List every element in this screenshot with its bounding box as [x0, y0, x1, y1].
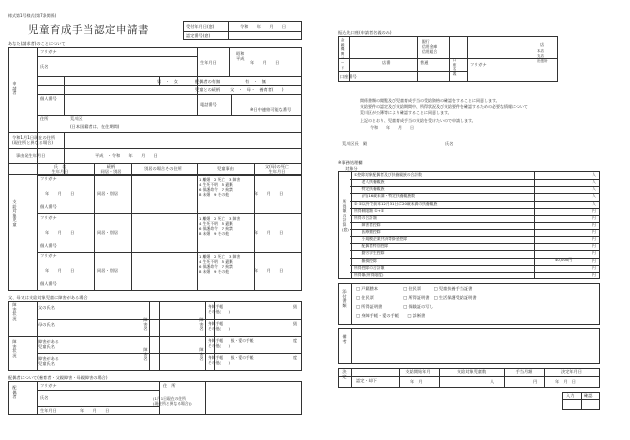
gender-value[interactable]: 男 ・ 女: [157, 79, 178, 84]
income-row-unit: 円: [592, 221, 596, 227]
income-row-label: 所得の合計額: [354, 214, 377, 220]
income-row-label: 特定扶養親族: [354, 186, 385, 192]
address-paren: (日本国籍者は、在住期間): [70, 124, 120, 129]
amount-value[interactable]: 円: [533, 379, 538, 384]
child-furigana: フリガナ: [40, 176, 57, 181]
remarks-label: 備考: [342, 334, 347, 344]
furigana-label: フリガナ: [40, 49, 57, 54]
child-reasons[interactable]: 1 離婚 2 死亡 3 障害 4 生死不明 5 遺棄 6 保護命令 7 拘禁 8 未婚 9 その他: [199, 254, 241, 274]
income-row-unit: 人: [592, 186, 596, 192]
approve-reject[interactable]: 認定・却下: [356, 378, 377, 383]
start-month-value[interactable]: 年 月: [410, 379, 423, 384]
spouse-birth-label: 生年月日: [40, 408, 57, 413]
income-row-divider: [350, 179, 600, 180]
disabled-label: 障害がある 児童氏名: [38, 356, 59, 366]
income-row-label: 小規模企業共済等掛金控除: [354, 236, 408, 242]
bank-title: 振込先口座(申請者名義のみ): [338, 30, 392, 35]
children-header-parent: 父(母)の死亡 生年月日: [264, 164, 290, 174]
address-label: 住所: [40, 116, 49, 121]
income-row-label: 所得控除の合計額: [354, 264, 385, 270]
income-row-divider: [350, 215, 600, 216]
decision-date-value[interactable]: 年 月 日: [555, 379, 576, 384]
date-label[interactable]: 令和 年 月 日: [370, 125, 414, 130]
event-date-value[interactable]: 平成 ・令和 年 月 日: [95, 153, 158, 158]
spouse-address-note: (1月1日現在の住所 (現住所と異なる場合)): [153, 396, 192, 406]
child-personal-number: 個人番号: [40, 204, 57, 209]
name-label: 氏名: [40, 64, 49, 69]
disabled-label: 障害がある 児童氏名: [38, 339, 59, 349]
income-row-unit: 円: [592, 229, 596, 235]
income-row-divider: [350, 222, 600, 223]
disability-name-label-2: 障害名: [143, 347, 148, 362]
applicant-side-label: 申請者: [12, 81, 17, 96]
child-parent-birth[interactable]: 年 月 日: [254, 191, 284, 196]
disabled-title: 父、母又は支給対象児童に障害がある場合: [8, 295, 88, 300]
child-relation[interactable]: 同居・別居: [97, 191, 118, 196]
income-row-unit: 人: [592, 193, 596, 199]
monthly-amount-header: 手当月額: [515, 369, 533, 374]
personal-number-label: 個人番号: [40, 96, 57, 101]
spouse-name-label: 氏名: [40, 395, 49, 400]
income-row-unit: 円: [592, 250, 596, 256]
children-header-address: 別居の場合その住所: [144, 166, 182, 171]
disabled-right[interactable]: 身障手帳 その他( ): [208, 321, 230, 331]
child-personal-number: 個人番号: [40, 281, 57, 286]
disability-name-label-1: 障害名: [143, 317, 148, 332]
declaration: 上記のとおり、児童育成手当の支給を受けたいので申請します。: [360, 118, 476, 123]
child-count-header: 支給対象児童数: [456, 369, 487, 374]
income-row-unit: 円: [592, 257, 596, 263]
income-row-unit: 円: [592, 214, 596, 220]
attach-side-label: 添付書類: [342, 289, 347, 308]
bank-table: [338, 36, 558, 82]
child-count-value[interactable]: 人: [490, 379, 495, 384]
income-row-divider: [350, 208, 600, 209]
income-row-label: 医療費控除: [354, 229, 381, 235]
income-row-divider: [350, 229, 600, 230]
child-reasons[interactable]: 1 離婚 2 死亡 3 障害 4 生死不明 5 遺棄 6 保護命令 7 拘禁 8 未婚 9 その他: [199, 215, 241, 236]
attach-row[interactable]: □ 身障手帳・愛の手帳 □ 診断書: [356, 313, 426, 318]
address-ward: 荒川区: [70, 116, 83, 121]
disability-side-label-2: 障害状況: [12, 339, 17, 358]
bank-account-type: 普通: [420, 60, 429, 65]
bank-type-label: 銀行 信用金庫 信用組合: [422, 39, 438, 54]
income-row-label: 老人扶養親族: [354, 179, 385, 185]
start-month-header: 支給開始年月: [405, 369, 431, 374]
income-row-label: 配偶者特別控除: [354, 243, 389, 249]
disabled-grade: 度: [293, 338, 298, 343]
remarks-table: [338, 328, 600, 364]
disabled-label: 父の氏名: [38, 305, 55, 310]
income-row-label: 雑損控除: [354, 257, 377, 263]
child-relation[interactable]: 同居・別居: [97, 268, 118, 273]
spouse-side-label: 配偶者: [12, 385, 17, 400]
child-relation[interactable]: 同居・別居: [97, 229, 118, 235]
attach-row[interactable]: □ 戸籍謄本 □ 住民票 □ 児童扶養手当証書: [356, 286, 473, 291]
office-sub: 対象分: [345, 166, 358, 171]
child-birth[interactable]: 年 月 日: [45, 191, 75, 196]
child-personal-number: 個人番号: [40, 242, 57, 248]
spouse-furigana: フリガナ: [40, 383, 57, 388]
phone-label: 電話番号: [200, 102, 217, 107]
birthdate-label: 生年月日: [200, 60, 217, 65]
income-row-unit: 円: [592, 243, 596, 249]
page-title: 児童育成手当認定申請書: [28, 24, 149, 36]
bank-branch-label: 店: [540, 42, 545, 47]
child-parent-birth[interactable]: 年 月 日: [254, 268, 284, 273]
consent-text-1: 関係書類の閲覧及び児童育成手当の受給資格の確認をすることに同意します。: [360, 98, 500, 103]
income-row-divider: [350, 272, 600, 273]
income-row-label: 障害者控除: [354, 221, 381, 227]
prev-address-label: 令和1月1日現在の住所 (現住所と異なる場合): [12, 135, 56, 145]
form-number: 様式第1号様式(第7条関係): [8, 13, 57, 18]
birthdate-value[interactable]: 年 月 日: [250, 60, 280, 65]
child-furigana: フリガナ: [40, 253, 57, 258]
child-furigana: フリガナ: [40, 214, 57, 220]
disabled-label: 母の氏名: [38, 322, 55, 327]
birthdate-era: 昭和 平成: [236, 51, 245, 61]
decision-date-header: 決定年月日: [561, 369, 582, 374]
income-row-unit: 円: [592, 264, 596, 270]
income-row-unit: 円: [592, 271, 596, 277]
spouse-label: 配偶者の有無: [195, 79, 221, 84]
cert-number-label: 認定番号(窓): [186, 33, 211, 38]
bank-main-label: 本店 支店 出張所: [537, 49, 548, 63]
income-row-label: ② ①以外で前年12月31日に20歳未満の扶養親族: [354, 200, 438, 206]
income-side-label: 所得額の計算(窓): [342, 199, 349, 232]
income-row-divider: [350, 265, 600, 266]
spouse-section-title: 配偶者について(養育者・父親障害・母親障害の場合): [8, 375, 108, 380]
income-row-unit: 人: [592, 179, 596, 185]
income-row-unit: 円: [592, 207, 596, 213]
disabled-grade: 級: [293, 321, 298, 326]
income-row-label: ①控除対象配偶者及び扶養親族の合計数: [354, 172, 422, 177]
children-header-reason: 児童事由: [217, 166, 234, 171]
phone-note: ※日中連絡可能な番号: [250, 107, 292, 112]
stamp-confirm-label: 確認: [584, 393, 593, 398]
income-standard: 40,000円: [555, 257, 573, 262]
disability-name-label-3: 障害名: [199, 317, 204, 332]
consent-text-3: 荒川区が公簿等により確認することに同意します。: [360, 110, 452, 115]
consent-text-2: 支給要件の認定及び支給期間中、所得状況及び支給要件を確認するための必要な情報について: [360, 104, 528, 109]
disabled-right[interactable]: 身障手帳 級・愛の手帳 その他( ): [208, 355, 254, 365]
bank-code-label: 金融機関コード: [340, 38, 345, 70]
disabled-right[interactable]: 身障手帳 その他( ): [208, 304, 230, 314]
stamp-input-label: 入力: [566, 393, 575, 398]
children-header-relation: 続柄 同居・別居: [100, 164, 122, 174]
bank-holder-label: 口座名義: [452, 58, 457, 76]
ward-head: 荒川区長 殿: [342, 141, 368, 146]
income-row-label: 勤労学生控除: [354, 250, 385, 256]
income-row-divider: [350, 186, 600, 187]
received-date-label: 受付年月日(窓): [186, 24, 215, 29]
child-parent-birth[interactable]: 年 月 日: [254, 229, 284, 235]
disabled-grade: 度: [293, 355, 298, 360]
disability-name-label-4: 障害名: [199, 347, 204, 362]
spouse-birth-value[interactable]: 年 月 日: [80, 408, 110, 413]
disabled-right[interactable]: 身障手帳 級・愛の手帳 その他( ): [208, 338, 254, 348]
bank-furigana: フリガナ: [470, 62, 487, 67]
bank-branch-code: 店番: [382, 60, 391, 65]
signature-label: 氏名: [445, 141, 454, 146]
received-date-value[interactable]: 令和 年 月 日: [240, 24, 287, 29]
child-reasons[interactable]: 1 離婚 2 死亡 3 障害 4 生死不明 5 遺棄 6 保護命令 7 拘禁 8 未婚 9 その他: [199, 177, 241, 197]
decision-label: 決定: [342, 369, 347, 379]
spouse-value[interactable]: 有 ・ 無: [245, 79, 266, 84]
child-birth[interactable]: 年 月 日: [45, 229, 75, 235]
relation-label: 児童との続柄: [195, 87, 221, 92]
disability-side-label-1: 障害状況: [12, 302, 17, 321]
income-row-label: (内)16歳未満・特定扶養親族数: [354, 193, 415, 199]
income-row-divider: [350, 250, 600, 251]
bank-account-label: 口座番号: [340, 74, 357, 79]
income-row-unit: 人: [592, 200, 596, 206]
spouse-address-label: 住 所: [163, 383, 176, 388]
children-side-label: 支給対象児童: [12, 199, 17, 227]
children-header-name: 氏 名 生年月日: [51, 164, 69, 174]
income-row-label: 所得額(所得限度): [354, 271, 384, 277]
disabled-grade: 級: [293, 304, 298, 309]
relation-value[interactable]: 父 ・ 母・ 養育者( ): [230, 87, 284, 92]
office-title: ※事務処理欄: [338, 160, 363, 165]
income-row-unit: 人: [592, 172, 596, 177]
attach-row[interactable]: □ 所得証明書 □ 保険証の写し: [356, 304, 434, 309]
income-row-unit: 円: [592, 236, 596, 242]
attach-row[interactable]: □ 住民票 □ 所得証明書 □ 生活保護受給証明書: [356, 295, 477, 300]
applicant-intro: あなた(請求者)のことについて: [8, 41, 66, 46]
event-date-label: 事由発生年月日: [16, 153, 46, 158]
child-birth[interactable]: 年 月 日: [45, 268, 75, 273]
income-row-label: 所得制限額 ①+②: [354, 207, 385, 213]
